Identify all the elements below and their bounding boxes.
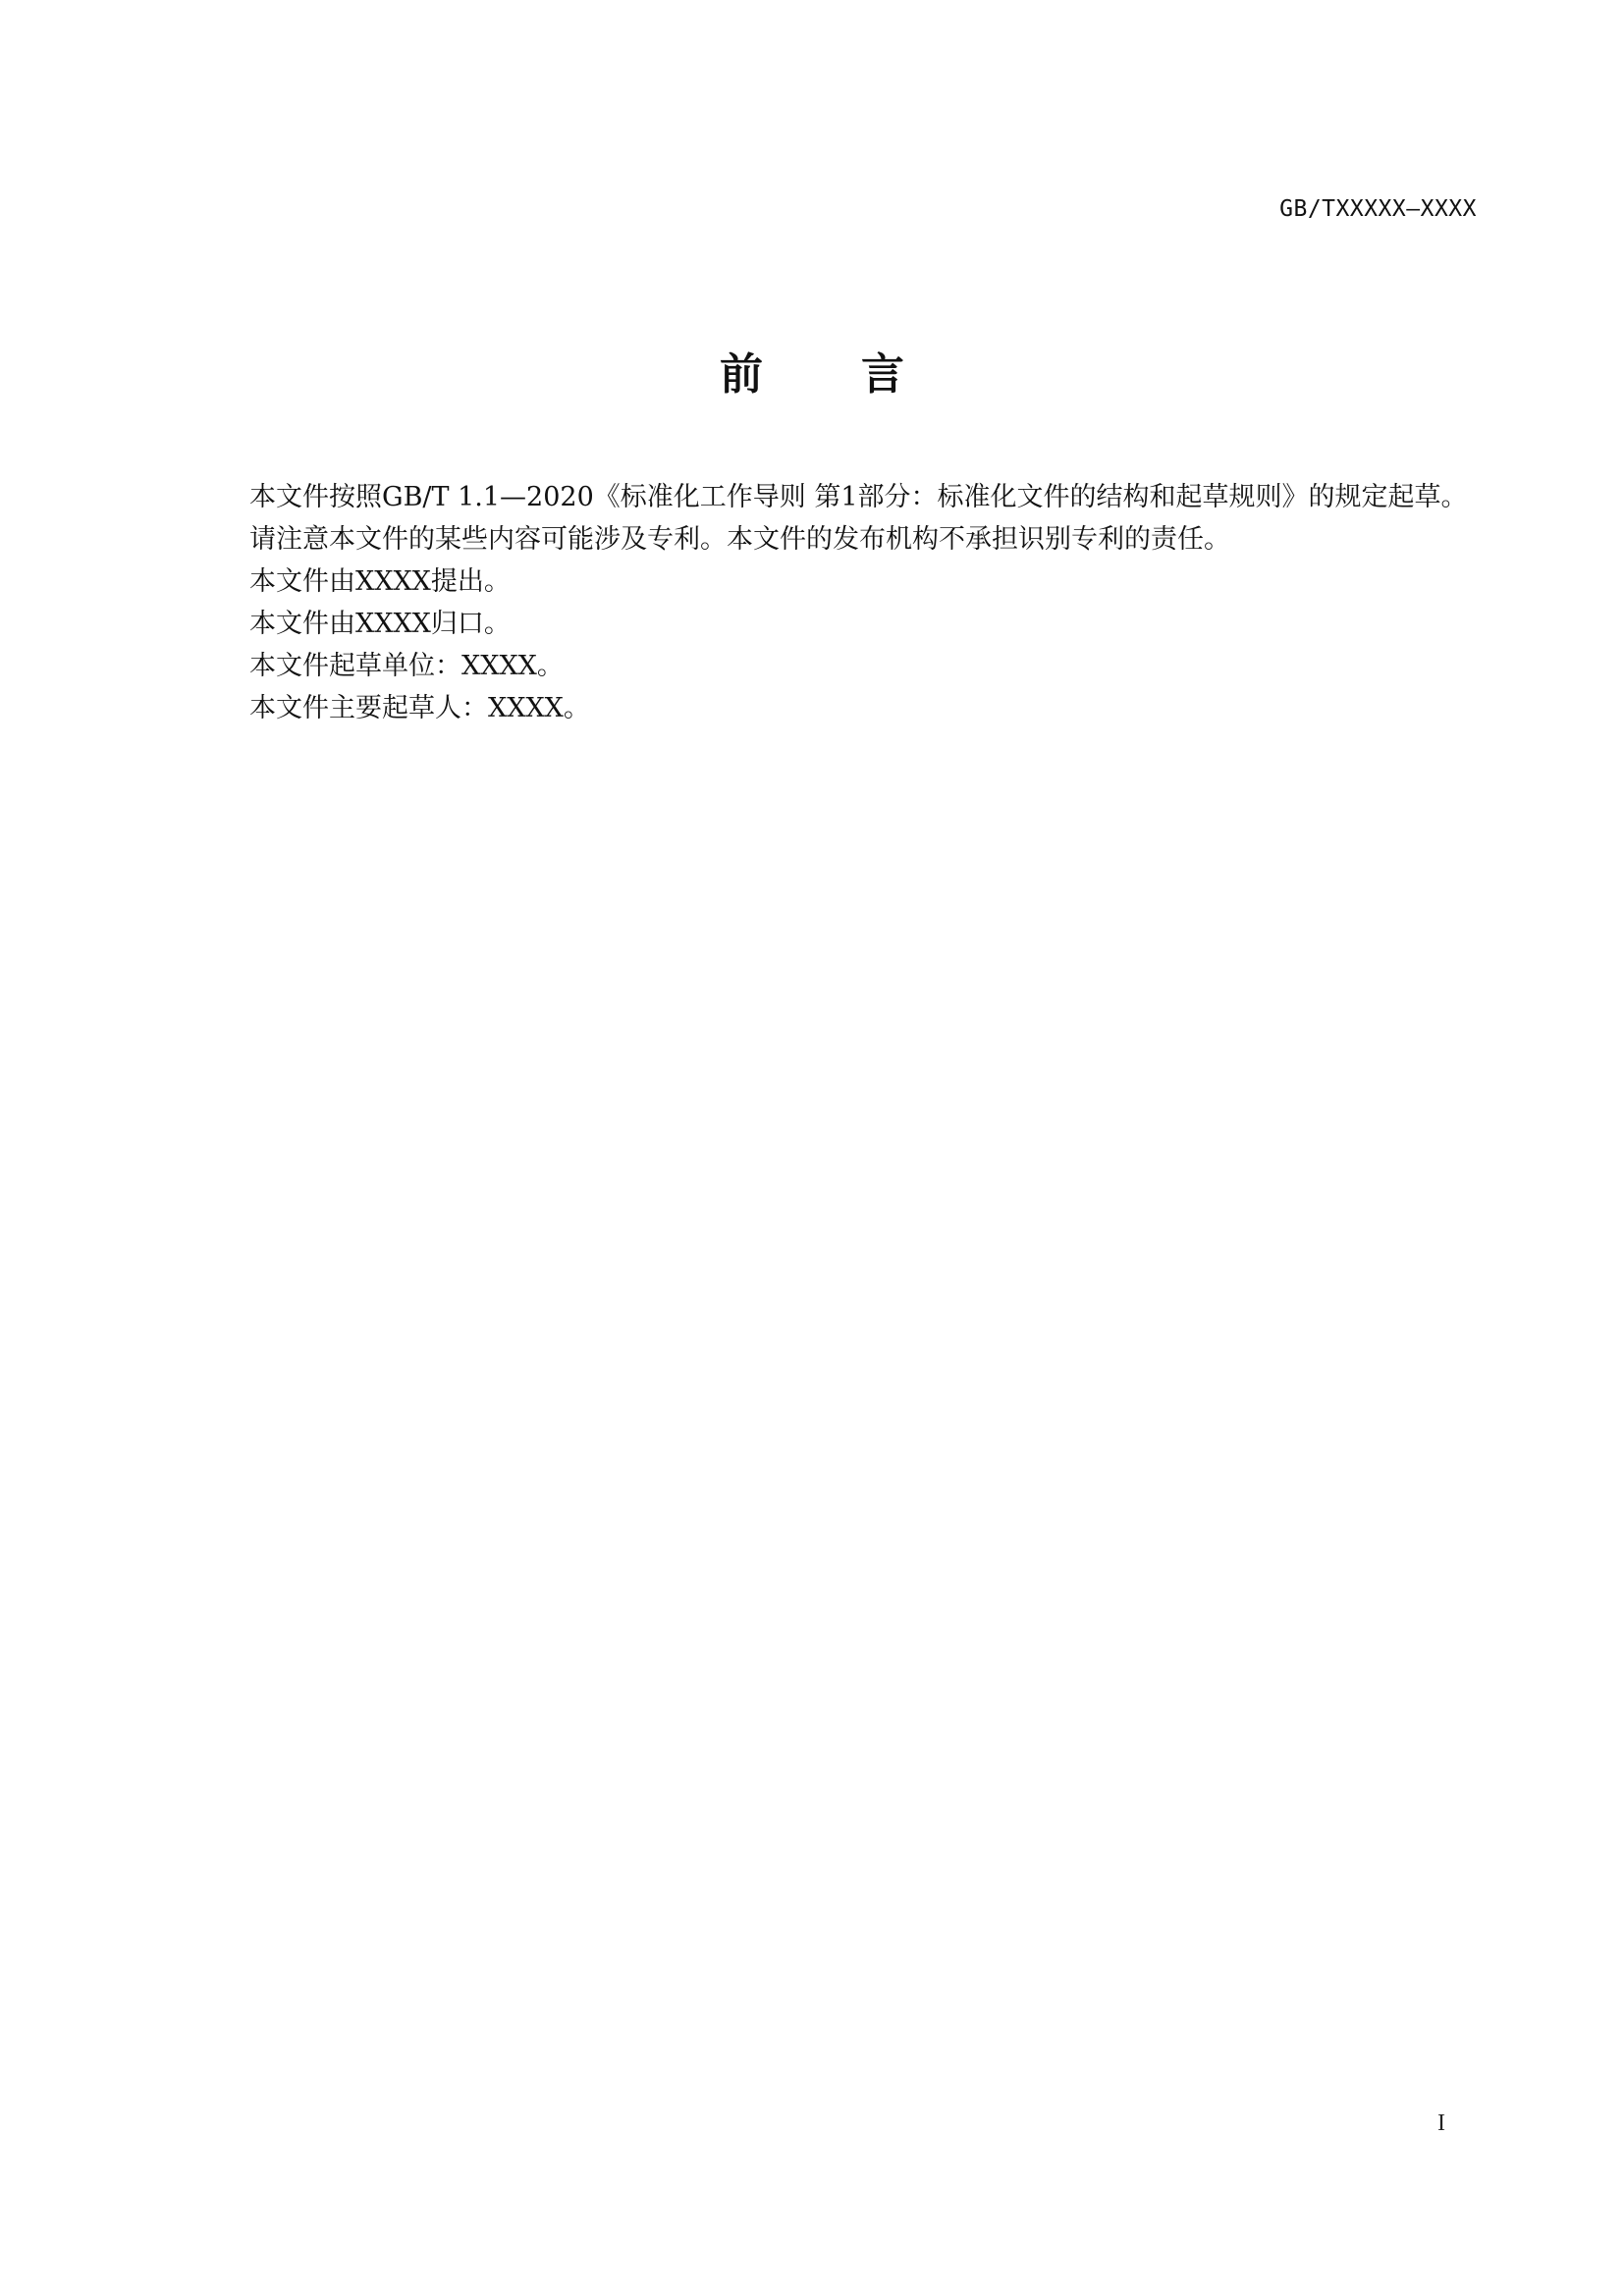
preface-body <box>194 476 1475 729</box>
paragraph-under-jurisdiction: 本文件由XXXX归口。 <box>249 609 511 639</box>
page-title: 前言 <box>720 349 1002 400</box>
paragraph-drafting-basis: 本文件按照GB/T 1.1—2020《标准化工作导则 第1部分：标准化文件的结构和起草规则》的规定起草。 <box>249 482 1468 512</box>
paragraph-proposed-by: 本文件由XXXX提出。 <box>249 566 511 597</box>
document-code: GB/TXXXXX—XXXX <box>1279 196 1477 222</box>
paragraph-main-drafters: 本文件主要起草人：XXXX。 <box>249 693 590 723</box>
paragraph-drafting-units: 本文件起草单位：XXXX。 <box>249 651 564 681</box>
page-number: I <box>1437 2110 1445 2136</box>
paragraph-patent-notice: 请注意本文件的某些内容可能涉及专利。本文件的发布机构不承担识别专利的责任。 <box>249 524 1230 555</box>
